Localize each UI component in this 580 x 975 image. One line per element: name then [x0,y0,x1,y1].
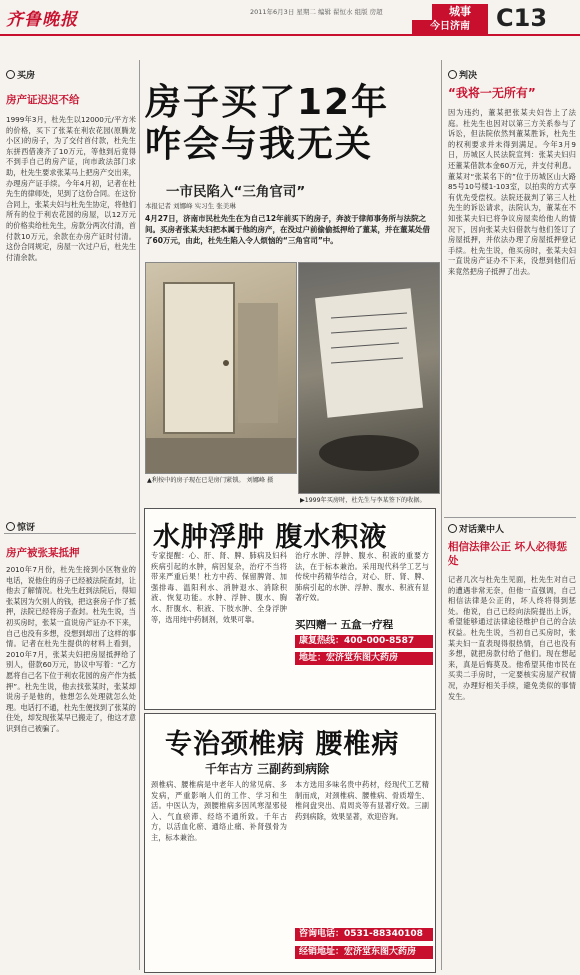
ad-text: 治疗水肿、浮肿、腹水、积液的重要方法，在于标本兼治。采用现代科学工艺与传统中药精华结合，对心、肝、肾、脾、肺病引起的水肿、浮肿、腹水、积液有显著疗效。 [295,551,429,603]
photo-illustration [299,263,439,493]
article-text: 1999年3月，杜先生以12000元/平方米的价格，买下了张某在利农花园(原腾龙小区)的房子，为了交付首付款，杜先生东拼西借凑齐了10万元，等他到后竟得不到手自己的房产证，向市政法部门求助，杜先生要求张某马上把房产交出来，办理房产证手续。今年4月初，记者在杜先生的律师处，见到了这份合同。在这份合同上，张某夫妇与杜先生协定，将他们所有的位于利农花园的房屋，以12万元的价格卖给杜先生，房款分两次付清，首付款10万元，余款在办房产证时付清。这份合同规定，房屋一次过户后，杜先生付清余款。 [6,115,136,262]
ad-text: 颈椎病、腰椎病是中老年人的常见病、多发病，严重影响人们的工作、学习和生活。中医认为，颈腰椎病多因风寒湿邪侵入、气血瘀滞、经络不通所致。千年古方，以活血化瘀、通络止痛、补肾强骨为主，标本兼治。 [151,780,287,842]
photo-receipt [298,262,440,494]
section-label-verdict: 判决 [448,68,477,81]
edition-badge: 今日济南 [412,20,488,34]
section-label-buy: 买房 [6,68,35,81]
advertisement-spine [144,713,436,973]
section-label-dialogue: 对话業中人 [448,522,504,535]
circle-bullet-icon [448,524,457,533]
circle-bullet-icon [448,70,457,79]
circle-bullet-icon [6,70,15,79]
photo-caption: ▲利按中的房子现在已是房门紧锁。 刘娜峰 摄 [147,477,274,484]
ad-address: 经销地址：宏济堂东图大药房 [295,946,433,959]
section-headline: 相信法律公正 坏人必得惩处 [448,541,568,567]
column-divider [441,60,442,970]
section-divider [4,533,136,534]
ad-text: 专家提醒：心、肝、肾、脾、肺病及妇科疾病引起的水肿，病因复杂，治疗不当将带来严重后果！杜方中药、保留脾肾、加强排毒、温阳利水、消肿退水、消除积液、恢复功能。水肿、浮肿、腹水、胸水、肝腹水、积液、下肢水肿、全身浮肿等，选用纯中药制剂，效果可靠。 [151,551,287,624]
ad-address: 地址：宏济堂东图大药房 [295,652,433,665]
page-number: C13 [496,4,548,32]
circle-bullet-icon [6,522,15,531]
ad-text: 本方选用多味名贵中药材，经现代工艺精制而成，对颈椎病、腰椎病、骨质增生、椎间盘突出、肩周炎等有显著疗效。三副药到病除，效果显著，欢迎咨询。 [295,780,429,821]
ad-subheadline: 千年古方 三副药到病除 [205,762,330,776]
newspaper-logo: 齐鲁晚报 [6,10,78,30]
article-text: 2010年7月份，杜先生接到小区物业的电话，说他住的房子已经被法院查封，让他去了解情况。杜先生赶到法院后，得知张某因为欠别人的钱，把这套房子作了抵押，法院已经将房子查封。杜先生说，当初买房时，张某一直说房产证办不下来，自己也没有多想，没想到却出了这样的事情。记者在杜先生提供的材料上看到，2010年7月，张某夫妇把房屋抵押给了别人，借款60万元，协议中写着：“乙方愿将自己名下位于利农花园的房产作为抵押”。杜先生说，他去找张某时，张某却说房子是他的，他想怎么处理就怎么处理。电话打不通，杜先生便找到了张某的住处，却发现张某早已搬走了，他这才意识到自己被骗了。 [6,565,136,733]
advertisement-edema [144,508,436,710]
masthead [0,0,580,36]
dateline: 2011年6月3日 星期二 编辑 翟恒水 组版 房超 [250,8,383,16]
section-label-surprise: 惊讶 [6,520,35,533]
byline: 本报记者 刘娜峰 实习生 张美琳 [145,202,236,210]
section-badge: 城事 [432,4,488,20]
photo-caption: ▶1999年买房时，杜先生与李某签下的收据。 [300,497,426,504]
ad-headline: 专治颈椎病 腰椎病 [165,729,400,760]
ad-offer: 买四赠一 五盒一疗程 [295,619,394,631]
ad-phone: 康复热线：400-000-8587 [295,635,433,648]
column-divider [139,60,140,970]
headline-line: 房子买了12年 [145,82,390,123]
main-headline [145,82,445,166]
article-text: 因为违约，董某把张某夫妇告上了法庭。杜先生也因对以第三方关系参与了诉讼，但法院依然判董某胜诉，杜先生的权利要求并未得到满足。今年3月9日，历城区人民法院宣判：张某夫妇归还董某借款本金60万元，并支付利息。董某对“张某名下的”位于历城区山大路85号10号楼1-103室，以拍卖的方式享有优先受偿权。法院还裁判了第三人杜先生的诉讼请求，法院认为，董某在不知张某夫妇已将争议房屋卖给他人的情况下，因向张某夫妇借款与他们签订了房屋抵押，并依法办理了房屋抵押登记手续。杜先生说，他买房时，张某夫妇一直说房产证办不下来，没想到他们后来竟然把房子抵押了出去。 [448,108,576,276]
pull-quote: “我将一无所有” [448,86,536,100]
section-headline: 房产被张某抵押 [6,547,80,559]
section-divider [444,517,576,518]
photo-locked-door [145,262,297,474]
photo-illustration [146,263,296,473]
ad-phone: 咨询电话：0531-88340108 [295,928,433,941]
section-headline: 房产证迟迟不给 [6,94,80,106]
ad-headline: 水肿浮肿 腹水积液 [153,522,388,553]
article-text: 记者几次与杜先生见面，杜先生对自己的遭遇非常无奈，但他一直强调，自己相信法律是公正的，坏人终将得到惩处。他说，自己已经向法院提出上诉，希望能够通过法律途径维护自己的合法权益。杜先生说，当初自己买房时，张某夫妇一直表现得很热情，自己也没有多想，就把房款付给了他们。现在想起来，真是后悔莫及。他希望其他市民在买卖二手房时，一定要核实房屋产权情况，办理好相关手续，避免类似的事情发生。 [448,575,576,701]
headline-line: 咋会与我无关 [145,124,374,165]
lead-paragraph: 4月27日，济南市民杜先生在为自己12年前买下的房子，奔波于律师事务所与法院之间。买房者张某夫妇把本属于他的房产，在没过户前偷偷抵押给了董某，并在董某处借了60万元，由此，杜先生陷入令人烦恼的“三角官司”中。 [145,214,430,245]
subheadline: 一市民陷入“三角官司” [166,184,306,200]
